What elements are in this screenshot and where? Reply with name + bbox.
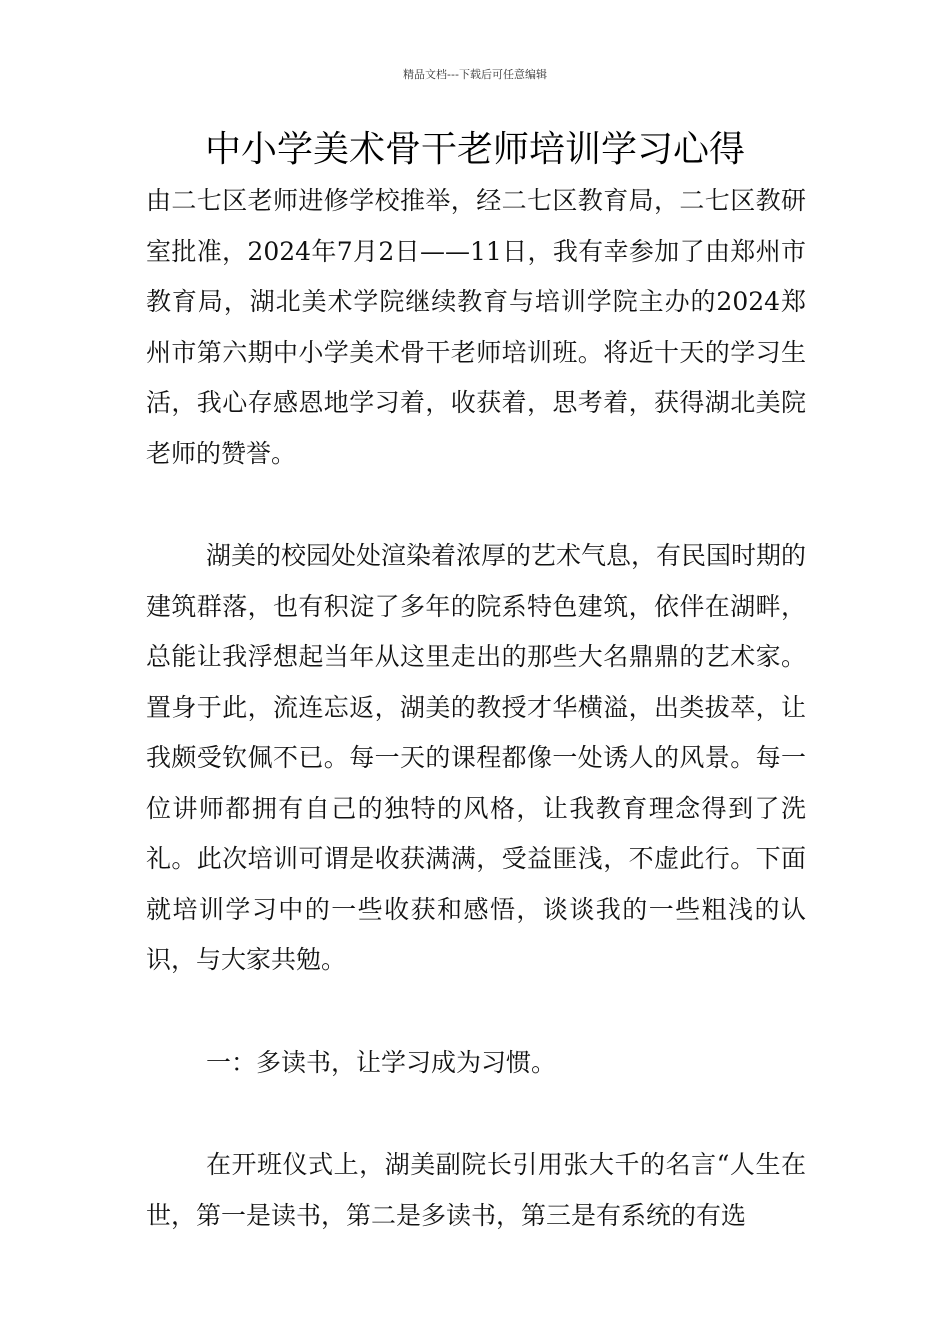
paragraph-gap [146,986,806,1038]
page-header-note: 精品文档---下载后可任意编辑 [403,68,547,81]
paragraph-opening-ceremony: 在开班仪式上，湖美副院长引用张大千的名言“人生在世，第一是读书，第二是多读书，第三是有系统的有选 [146,1150,806,1230]
document-title: 中小学美术骨干老师培训学习心得 [204,129,745,170]
paragraph-campus: 湖美的校园处处渲染着浓厚的艺术气息，有民国时期的建筑群落，也有积淀了多年的院系特色建筑，依伴在湖畔，总能让我浮想起当年从这里走出的那些大名鼎鼎的艺术家。置身于此，流连忘返，湖美的教授才华横溢，出类拔萃，让我颇受钦佩不已。每一天的课程都像一处诱人的风景。每一位讲师都拥有自己的独特的风格，让我教育理念得到了洗礼。此次培训可谓是收获满满，受益匪浅，不虚此行。下面就培训学习中的一些收获和感悟，谈谈我的一些粗浅的认识，与大家共勉。 [146,541,807,974]
document-body [146,176,806,1241]
paragraph-intro: 由二七区老师进修学校推举，经二七区教育局，二七区教研室批准，2024年7月2日——11日，我有幸参加了由郑州市教育局，湖北美术学院继续教育与培训学院主办的2024郑州市第六期中小学美术骨干老师培训班。将近十天的学习生活，我心存感恩地学习着，收获着，思考着，获得湖北美院老师的赞誉。 [146,186,806,468]
paragraph-gap [146,1088,806,1140]
paragraph-gap [146,479,806,531]
section-heading-reading: 一：多读书，让学习成为习惯。 [206,1047,557,1077]
